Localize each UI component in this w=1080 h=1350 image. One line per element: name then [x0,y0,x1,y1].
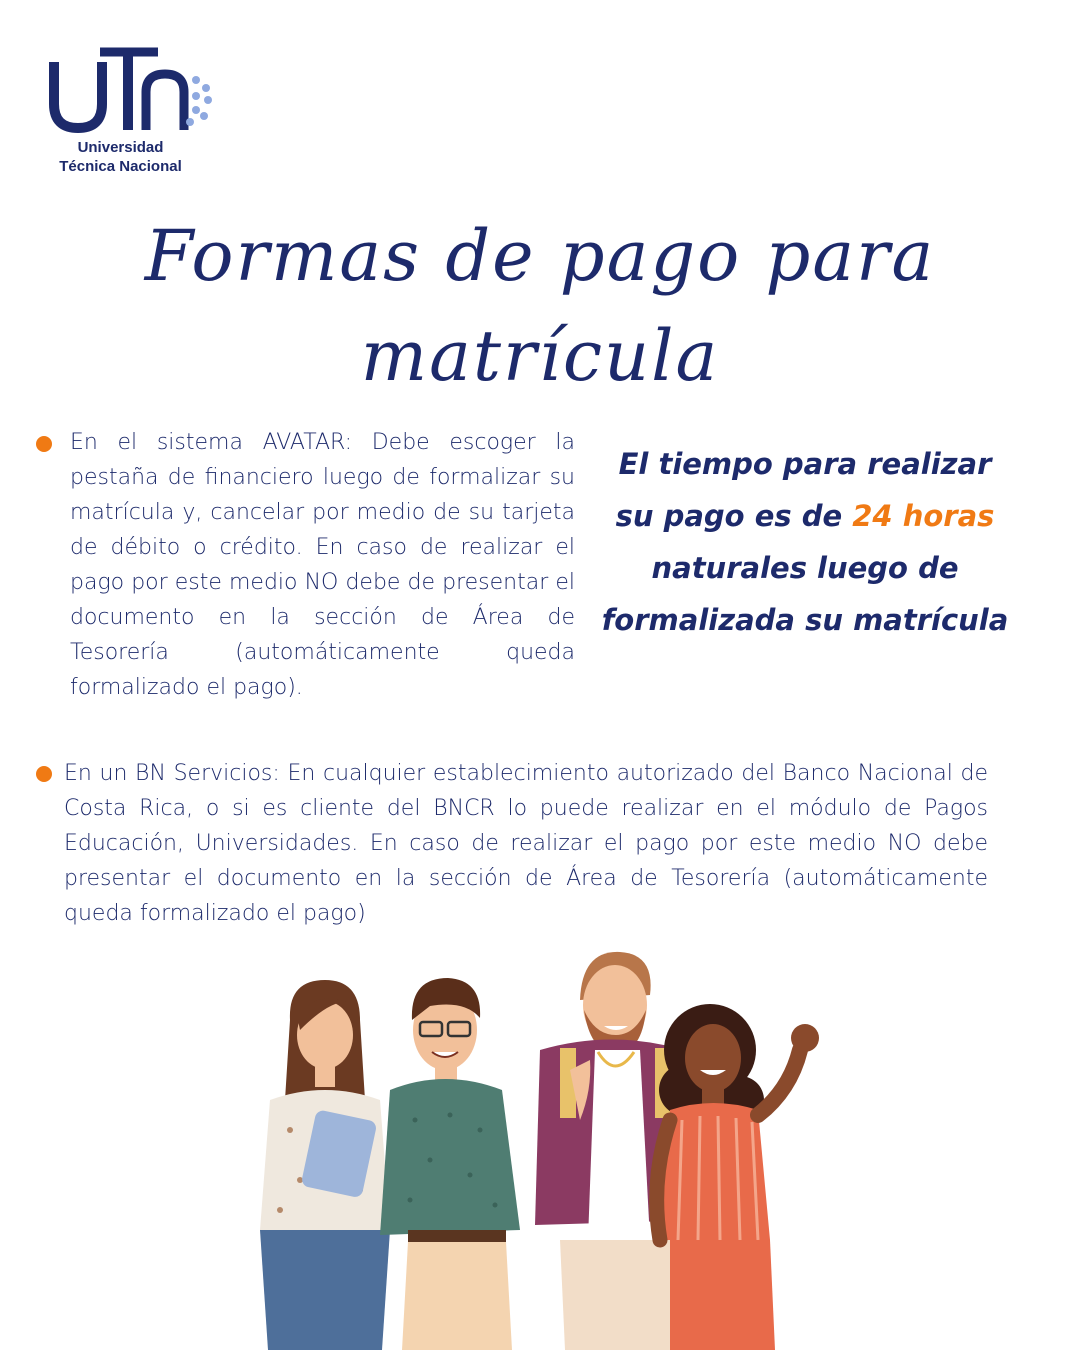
callout-text-before: El tiempo para realizar su pago es de [615,447,992,533]
student-woman-left-figure [260,980,390,1350]
bullet-dot-icon [36,436,52,452]
page-title-line-2: matrícula [360,315,720,397]
payment-time-callout [600,438,1010,646]
page-title [0,206,1080,406]
logo-text [48,138,193,176]
student-man-glasses-figure [380,978,520,1350]
callout-text-after: naturales luego de formalizada su matrícula [601,551,1009,637]
student-woman-curly-figure [657,1004,819,1350]
page-title-line-1: Formas de pago para [144,215,936,297]
logo-line-1: Universidad [77,139,164,156]
logo-line-2: Técnica Nacional [59,158,182,175]
bullet-dot-icon [36,766,52,782]
bullet-text-bn-servicios: En un BN Servicios: En cualquier establecimiento autorizado del Banco Nacional de Costa Rica, o si es cliente del BNCR lo puede realizar en el módulo de Pagos Educación, Universidades. En caso de realizar el pago por este medio NO debe presentar el documento en la sección de Área de Tesorería (automáticamente queda formalizado el pago) [64,761,988,926]
bullet-text-avatar: En el sistema AVATAR: Debe escoger la pestaña de financiero luego de formalizar su matrícula y, cancelar por medio de su tarjeta de débito o crédito. En caso de realizar el pago por este medio NO debe de presentar el documento en la sección de Área de Tesorería (automáticamente queda formalizado el pago). [70,430,575,700]
callout-highlight: 24 horas [852,499,995,533]
students-illustration [230,940,870,1350]
